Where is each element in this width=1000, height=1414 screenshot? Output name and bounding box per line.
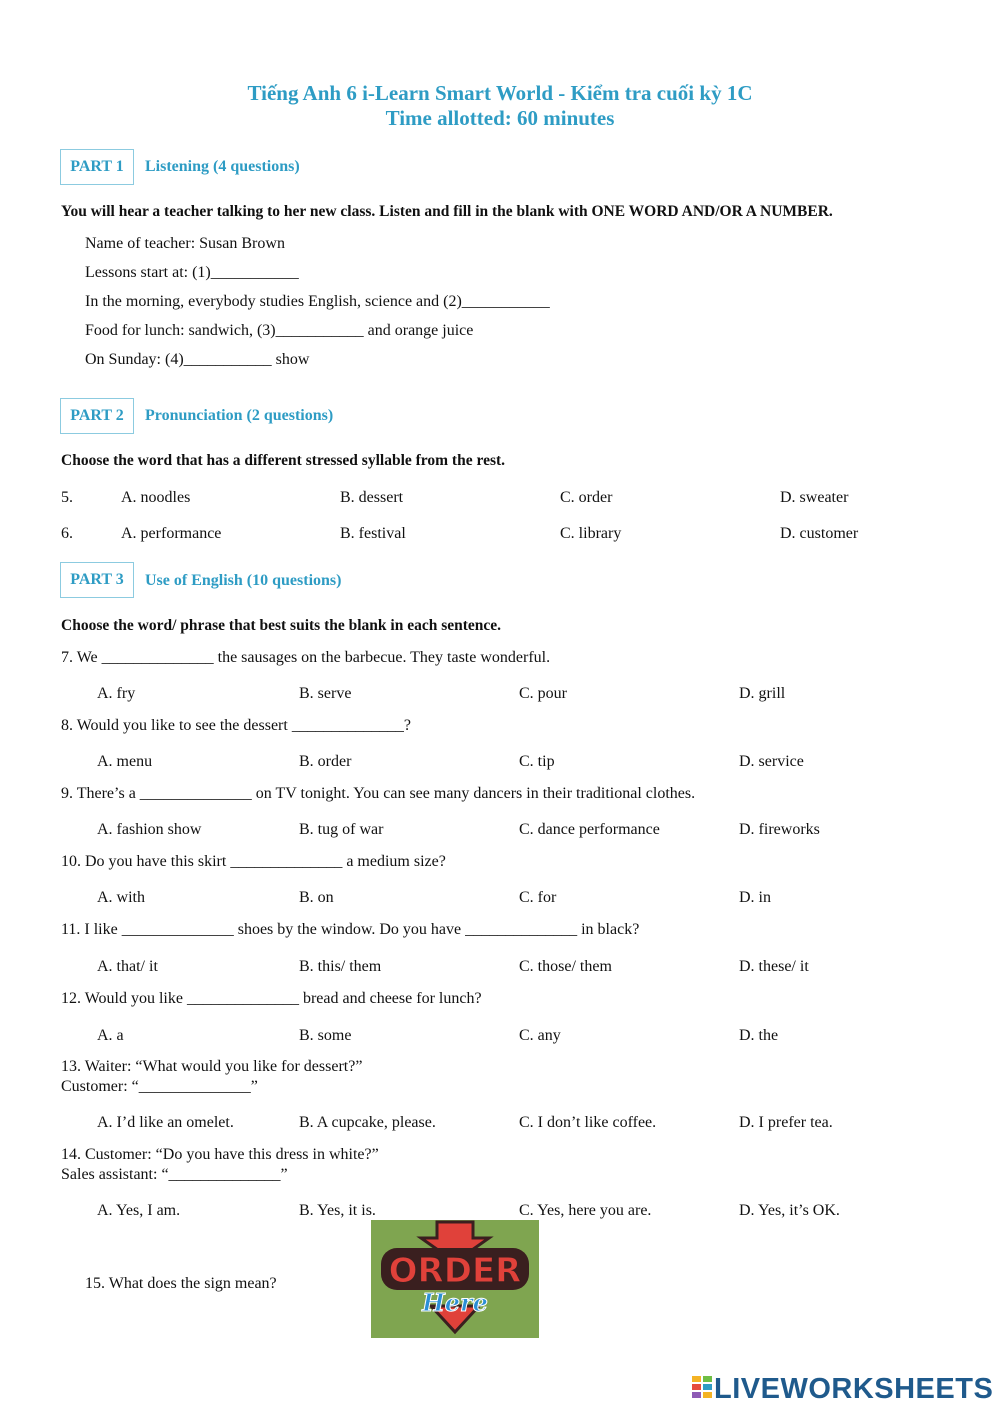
part1-line-q2: In the morning, everybody studies English, science and (2)___________ — [85, 293, 550, 310]
question-number: 6. — [61, 525, 73, 542]
option-a[interactable]: A. performance — [121, 525, 222, 542]
option-a[interactable]: A. Yes, I am. — [97, 1202, 181, 1219]
option-c[interactable]: C. pour — [519, 685, 567, 702]
option-a[interactable]: A. that/ it — [97, 958, 158, 975]
question-stem: 9. There’s a ______________ on TV tonight. You can see many dancers in their traditional clothes. — [61, 785, 696, 802]
option-a[interactable]: A. fry — [97, 685, 136, 702]
question-stem: 12. Would you like ______________ bread and cheese for lunch? — [61, 990, 482, 1007]
option-c[interactable]: C. Yes, here you are. — [519, 1202, 652, 1219]
order-here-sign-image — [371, 1220, 539, 1338]
option-b[interactable]: B. serve — [299, 685, 352, 702]
question-stem: 14. Customer: “Do you have this dress in white?” — [61, 1146, 379, 1163]
option-d[interactable]: D. these/ it — [739, 958, 809, 975]
option-b[interactable]: B. dessert — [340, 489, 404, 506]
question-stem: 10. Do you have this skirt ______________ a medium size? — [61, 853, 446, 870]
option-b[interactable]: B. Yes, it is. — [299, 1202, 376, 1219]
option-a[interactable]: A. I’d like an omelet. — [97, 1114, 234, 1131]
liveworksheets-logo-text: LIVEWORKSHEETS — [714, 1372, 994, 1405]
option-d[interactable]: D. in — [739, 889, 771, 906]
question-stem: 11. I like ______________ shoes by the window. Do you have ______________ in black? — [61, 921, 640, 938]
part1-label: PART 1 — [60, 149, 134, 185]
part3-instruction: Choose the word/ phrase that best suits the blank in each sentence. — [61, 617, 502, 634]
option-d[interactable]: D. I prefer tea. — [739, 1114, 833, 1131]
option-a[interactable]: A. a — [97, 1027, 124, 1044]
option-b[interactable]: B. some — [299, 1027, 352, 1044]
liveworksheets-logo — [692, 1372, 993, 1406]
worksheet-subtitle: Time allotted: 60 minutes — [385, 106, 615, 130]
option-a[interactable]: A. fashion show — [97, 821, 202, 838]
option-d[interactable]: D. the — [739, 1027, 779, 1044]
option-b[interactable]: B. A cupcake, please. — [299, 1114, 436, 1131]
option-c[interactable]: C. dance performance — [519, 821, 660, 838]
question-stem-line2: Sales assistant: “______________” — [61, 1166, 288, 1183]
part3-title: Use of English (10 questions) — [145, 572, 342, 589]
option-c[interactable]: C. library — [560, 525, 622, 542]
question-stem: 15. What does the sign mean? — [85, 1275, 277, 1292]
question-number: 5. — [61, 489, 73, 506]
option-d[interactable]: D. fireworks — [739, 821, 820, 838]
question-stem: 13. Waiter: “What would you like for dessert?” — [61, 1058, 363, 1075]
question-stem: 8. Would you like to see the dessert ______________? — [61, 717, 411, 734]
part2-instruction: Choose the word that has a different stressed syllable from the rest. — [61, 452, 506, 469]
part1-instruction: You will hear a teacher talking to her new class. Listen and fill in the blank with ONE WORD AND/OR A NUMBER. — [61, 203, 833, 220]
part1-line-q3: Food for lunch: sandwich, (3)___________ and orange juice — [85, 322, 474, 339]
part1-title: Listening (4 questions) — [145, 158, 300, 175]
order-here-sign-graphic — [371, 1220, 539, 1338]
part1-line-q4: On Sunday: (4)___________ show — [85, 351, 310, 368]
part2-label: PART 2 — [60, 398, 134, 434]
sign-word-here: Here — [422, 1288, 488, 1317]
question-stem: 7. We ______________ the sausages on the barbecue. They taste wonderful. — [61, 649, 551, 666]
option-b[interactable]: B. festival — [340, 525, 406, 542]
option-a[interactable]: A. with — [97, 889, 145, 906]
option-d[interactable]: D. service — [739, 753, 804, 770]
option-d[interactable]: D. sweater — [780, 489, 849, 506]
option-c[interactable]: C. any — [519, 1027, 561, 1044]
option-b[interactable]: B. this/ them — [299, 958, 382, 975]
option-c[interactable]: C. tip — [519, 753, 555, 770]
option-c[interactable]: C. I don’t like coffee. — [519, 1114, 657, 1131]
liveworksheets-logo-icon — [692, 1374, 714, 1404]
option-b[interactable]: B. on — [299, 889, 334, 906]
option-c[interactable]: C. order — [560, 489, 613, 506]
option-b[interactable]: B. order — [299, 753, 352, 770]
option-d[interactable]: D. Yes, it’s OK. — [739, 1202, 840, 1219]
option-c[interactable]: C. those/ them — [519, 958, 612, 975]
option-b[interactable]: B. tug of war — [299, 821, 384, 838]
part1-line-q1: Lessons start at: (1)___________ — [85, 264, 299, 281]
option-a[interactable]: A. noodles — [121, 489, 191, 506]
option-d[interactable]: D. grill — [739, 685, 786, 702]
option-c[interactable]: C. for — [519, 889, 557, 906]
worksheet-title: Tiếng Anh 6 i-Learn Smart World - Kiểm tra cuối kỳ 1C — [247, 81, 753, 105]
option-d[interactable]: D. customer — [780, 525, 859, 542]
part2-title: Pronunciation (2 questions) — [145, 407, 334, 424]
part3-label: PART 3 — [60, 562, 134, 598]
question-stem-line2: Customer: “______________” — [61, 1078, 258, 1095]
sign-word-order: ORDER — [388, 1251, 522, 1291]
option-a[interactable]: A. menu — [97, 753, 153, 770]
part1-line-teacher: Name of teacher: Susan Brown — [85, 235, 285, 252]
